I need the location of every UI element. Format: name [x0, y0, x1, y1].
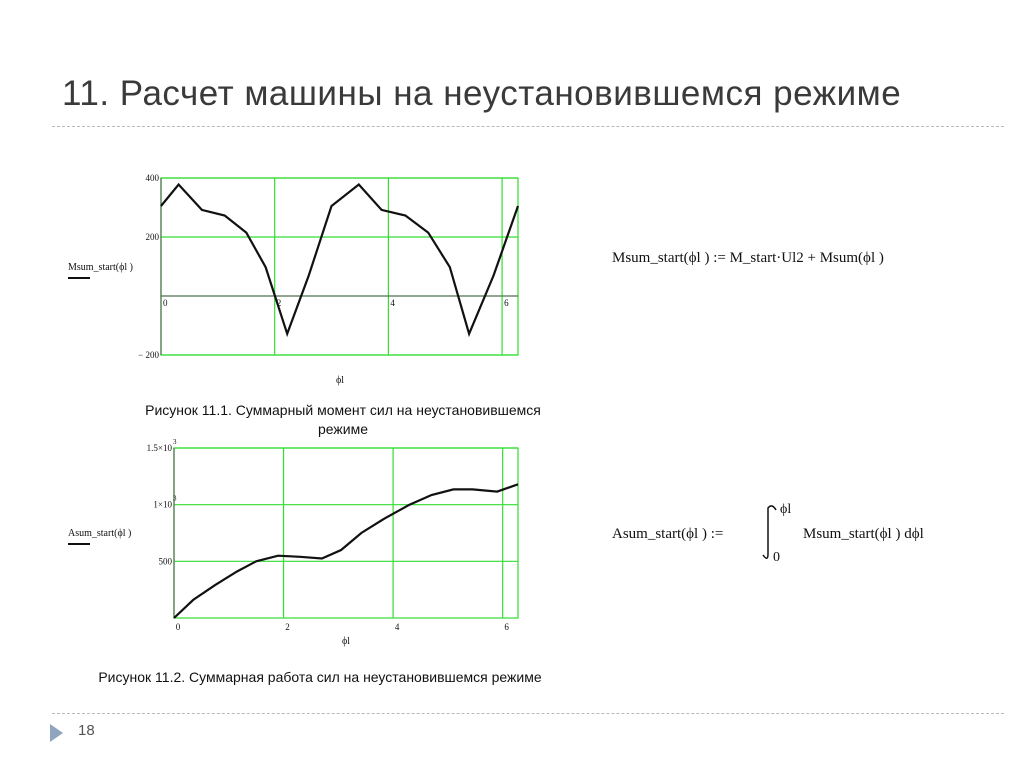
moment-chart-caption-line2: режиме [317, 421, 368, 437]
c1-ytick-label: − 200 [138, 350, 159, 360]
c2-xtick-label: 6 [504, 622, 509, 632]
moment-chart-ylabel: Msum_start(ϕl ) [68, 262, 133, 273]
c2-ytick-label: 1.5×10 [146, 443, 172, 453]
slide-title: 11. Расчет машины на неустановившемся режиме [62, 74, 902, 113]
work-chart-ylabel: Asum_start(ϕl ) [68, 528, 132, 539]
formula-integrand: Msum_start(ϕl ) dϕl [803, 526, 924, 542]
c1-xtick-label: 0 [163, 298, 168, 308]
c1-ytick-label: 200 [145, 232, 159, 242]
c1-xtick-label: 4 [390, 298, 395, 308]
formula-upper-limit: ϕl [780, 502, 792, 517]
c2-xtick-label: 0 [175, 622, 181, 632]
work-chart-caption: Рисунок 11.2. Суммарная работа сил на неустановившемся режиме [98, 669, 542, 685]
c2-ytick-exponent: 3 [173, 438, 177, 446]
formula-msum-start: Msum_start(ϕl ) := M_start·Ul2 + Msum(ϕl ) [612, 250, 884, 266]
moment-chart-xlabel: ϕl [336, 375, 345, 386]
c2-ytick-label: 500 [158, 556, 172, 567]
c1-xtick-label: 6 [504, 298, 509, 308]
formula-asum-start-lhs: Asum_start(ϕl ) := [612, 526, 724, 542]
formula-lower-limit: 0 [773, 550, 780, 565]
slide-number: 18 [78, 722, 95, 739]
bottom-divider [52, 713, 1004, 714]
nav-arrow-icon[interactable] [50, 724, 63, 742]
c2-xtick-label: 4 [394, 622, 400, 632]
c2-xtick-label: 2 [285, 622, 290, 632]
c1-xtick-label: 2 [276, 298, 282, 308]
c1-ytick-label: 400 [145, 173, 159, 183]
moment-chart-caption-line1: Рисунок 11.1. Суммарный момент сил на неустановившемся [145, 402, 541, 418]
c2-ytick-exponent: 3 [173, 494, 177, 503]
c2-ytick-label: 1×10 [153, 499, 172, 510]
work-chart-xlabel: ϕl [342, 636, 351, 647]
